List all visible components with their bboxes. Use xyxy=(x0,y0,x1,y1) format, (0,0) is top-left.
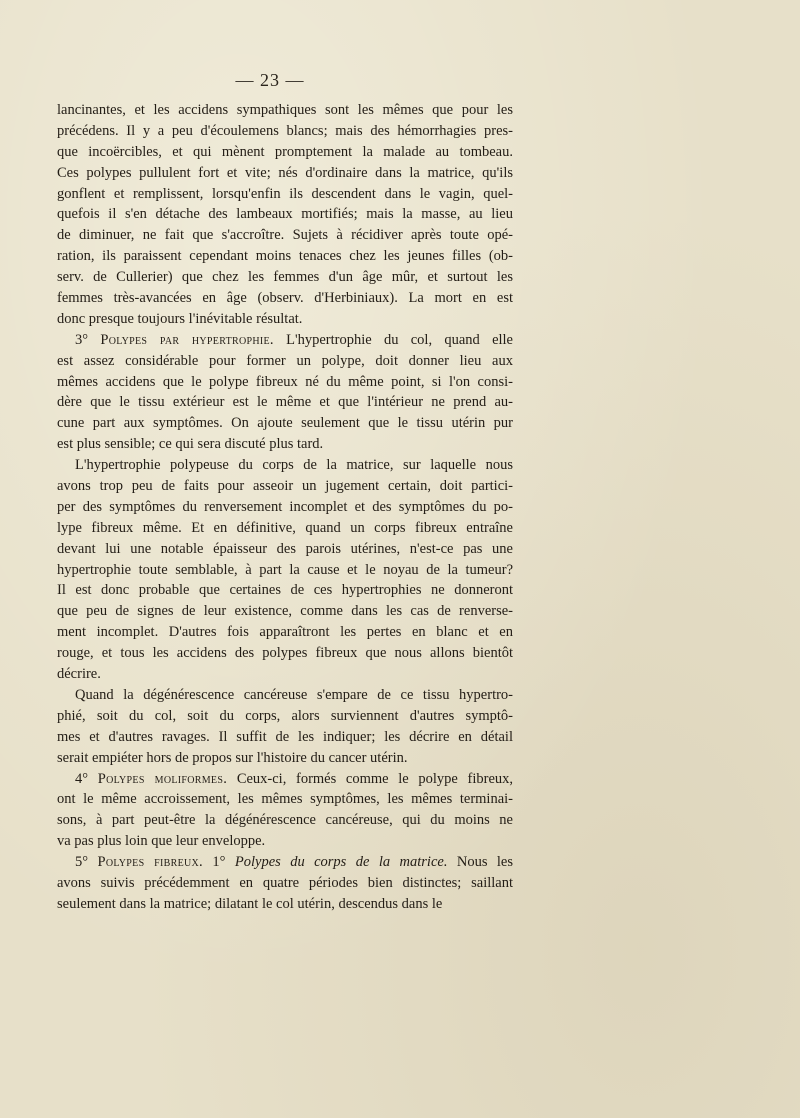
text-line: décrire. xyxy=(57,666,101,683)
text-line: est assez considérable pour former un polype, doit donner lieu aux xyxy=(57,352,513,369)
text-line: Ces polypes pullulent fort et vite; nés d'ordinaire dans la matrice, qu'ils xyxy=(57,164,513,181)
text-line: seulement dans la matrice; dilatant le col utérin, descendus dans le xyxy=(57,895,443,912)
paragraph-section-3 xyxy=(57,330,513,455)
text-line: ont le même accroissement, les mêmes symptômes, les mêmes terminai- xyxy=(57,791,513,808)
subsection-heading: Polypes du corps de la matrice. xyxy=(234,854,448,871)
text-line: dère que le tissu extérieur est le même et que l'intérieur ne prend au- xyxy=(57,394,513,411)
paragraph-section-4 xyxy=(57,769,513,853)
text-line: est plus sensible; ce qui sera discuté plus tard. xyxy=(57,436,324,453)
subsection-number: 1° xyxy=(212,854,226,871)
text-line: rouge, et tous les accidens des polypes fibreux que nous allons bientôt xyxy=(57,645,513,662)
paragraph xyxy=(57,685,513,769)
text-line: que peu de signes de leur existence, comme dans les cas de renverse- xyxy=(57,603,513,620)
body-text xyxy=(57,100,513,915)
text-line: L'hypertrophie du col, quand elle xyxy=(286,331,513,348)
text-line: femmes très-avancées en âge (observ. d'Herbiniaux). La mort en est xyxy=(57,290,513,307)
page-number: — 23 — xyxy=(235,70,305,90)
section-number: 5° xyxy=(75,854,89,871)
text-line: ment incomplet. D'autres fois apparaîtront les pertes en blanc et en xyxy=(57,624,513,641)
text-line: hypertrophie toute semblable, à part la cause et le noyau de la tumeur? xyxy=(57,561,513,578)
section-heading-line xyxy=(57,852,513,873)
text-line: avons suivis précédemment en quatre périodes bien distinctes; saillant xyxy=(57,874,513,891)
section-heading: Polypes fibreux. xyxy=(97,854,203,871)
text-line: devant lui une notable épaisseur des parois utérines, n'est-ce pas une xyxy=(57,540,513,557)
text-line: serait empiéter hors de propos sur l'histoire du cancer utérin. xyxy=(57,749,408,766)
text-line: Quand la dégénérescence cancéreuse s'empare de ce tissu hypertro- xyxy=(75,686,513,703)
section-number: 3° xyxy=(75,331,89,348)
text-line: cune part aux symptômes. On ajoute seulement que le tissu utérin pur xyxy=(57,415,513,432)
text-line: mêmes accidens que le polype fibreux né du même point, si l'on consi- xyxy=(57,373,513,390)
section-number: 4° xyxy=(75,770,89,787)
text-line: sons, à part peut-être la dégénérescence cancéreuse, qui du moins ne xyxy=(57,812,513,829)
text-line: avons trop peu de faits pour asseoir un jugement certain, doit partici- xyxy=(57,478,513,495)
section-heading-line xyxy=(57,769,513,790)
text-line: de diminuer, ne fait que s'accroître. Sujets à récidiver après toute opé- xyxy=(57,227,513,244)
text-line: lancinantes, et les accidens sympathiques sont les mêmes que pour les xyxy=(57,102,513,118)
text-line: ration, ils paraissent cependant moins tenaces chez les jeunes filles (ob- xyxy=(57,248,513,265)
text-line: donc presque toujours l'inévitable résultat. xyxy=(57,310,303,327)
text-line: phié, soit du col, soit du corps, alors surviennent d'autres symptô- xyxy=(57,707,513,724)
text-line: gonflent et remplissent, lorsqu'enfin ils descendent dans le vagin, quel- xyxy=(57,185,513,202)
text-line: que incoërcibles, et qui mènent promptement la malade au tombeau. xyxy=(57,143,513,160)
paragraph-section-5 xyxy=(57,852,513,915)
text-line: précédens. Il y a peu d'écoulemens blancs; mais des hémorrhagies pres- xyxy=(57,122,513,139)
text-line: mes et d'autres ravages. Il suffit de les indiquer; les décrire en détail xyxy=(57,728,513,745)
paragraph xyxy=(57,455,513,685)
section-heading-line xyxy=(57,330,513,351)
section-heading: Polypes par hypertrophie. xyxy=(100,331,274,348)
section-heading: Polypes moliformes. xyxy=(97,770,228,787)
text-line: serv. de Cullerier) que chez les femmes d'un âge mûr, et surtout les xyxy=(57,269,513,286)
text-line: L'hypertrophie polypeuse du corps de la matrice, sur laquelle nous xyxy=(75,457,513,474)
text-line: Nous les xyxy=(456,854,514,871)
paragraph xyxy=(57,100,513,330)
text-line: Ceux-ci, formés comme le polype fibreux, xyxy=(236,770,514,787)
text-line: per des symptômes du renversement incomplet et des symptômes du po- xyxy=(57,498,513,515)
text-line: lype fibreux même. Et en définitive, quand un corps fibreux entraîne xyxy=(57,519,513,536)
text-line: va pas plus loin que leur enveloppe. xyxy=(57,833,266,850)
text-line: quefois il s'en détache des lambeaux mortifiés; mais la masse, au lieu xyxy=(57,206,513,223)
text-line: Il est donc probable que certaines de ces hypertrophies ne donneront xyxy=(57,582,513,599)
